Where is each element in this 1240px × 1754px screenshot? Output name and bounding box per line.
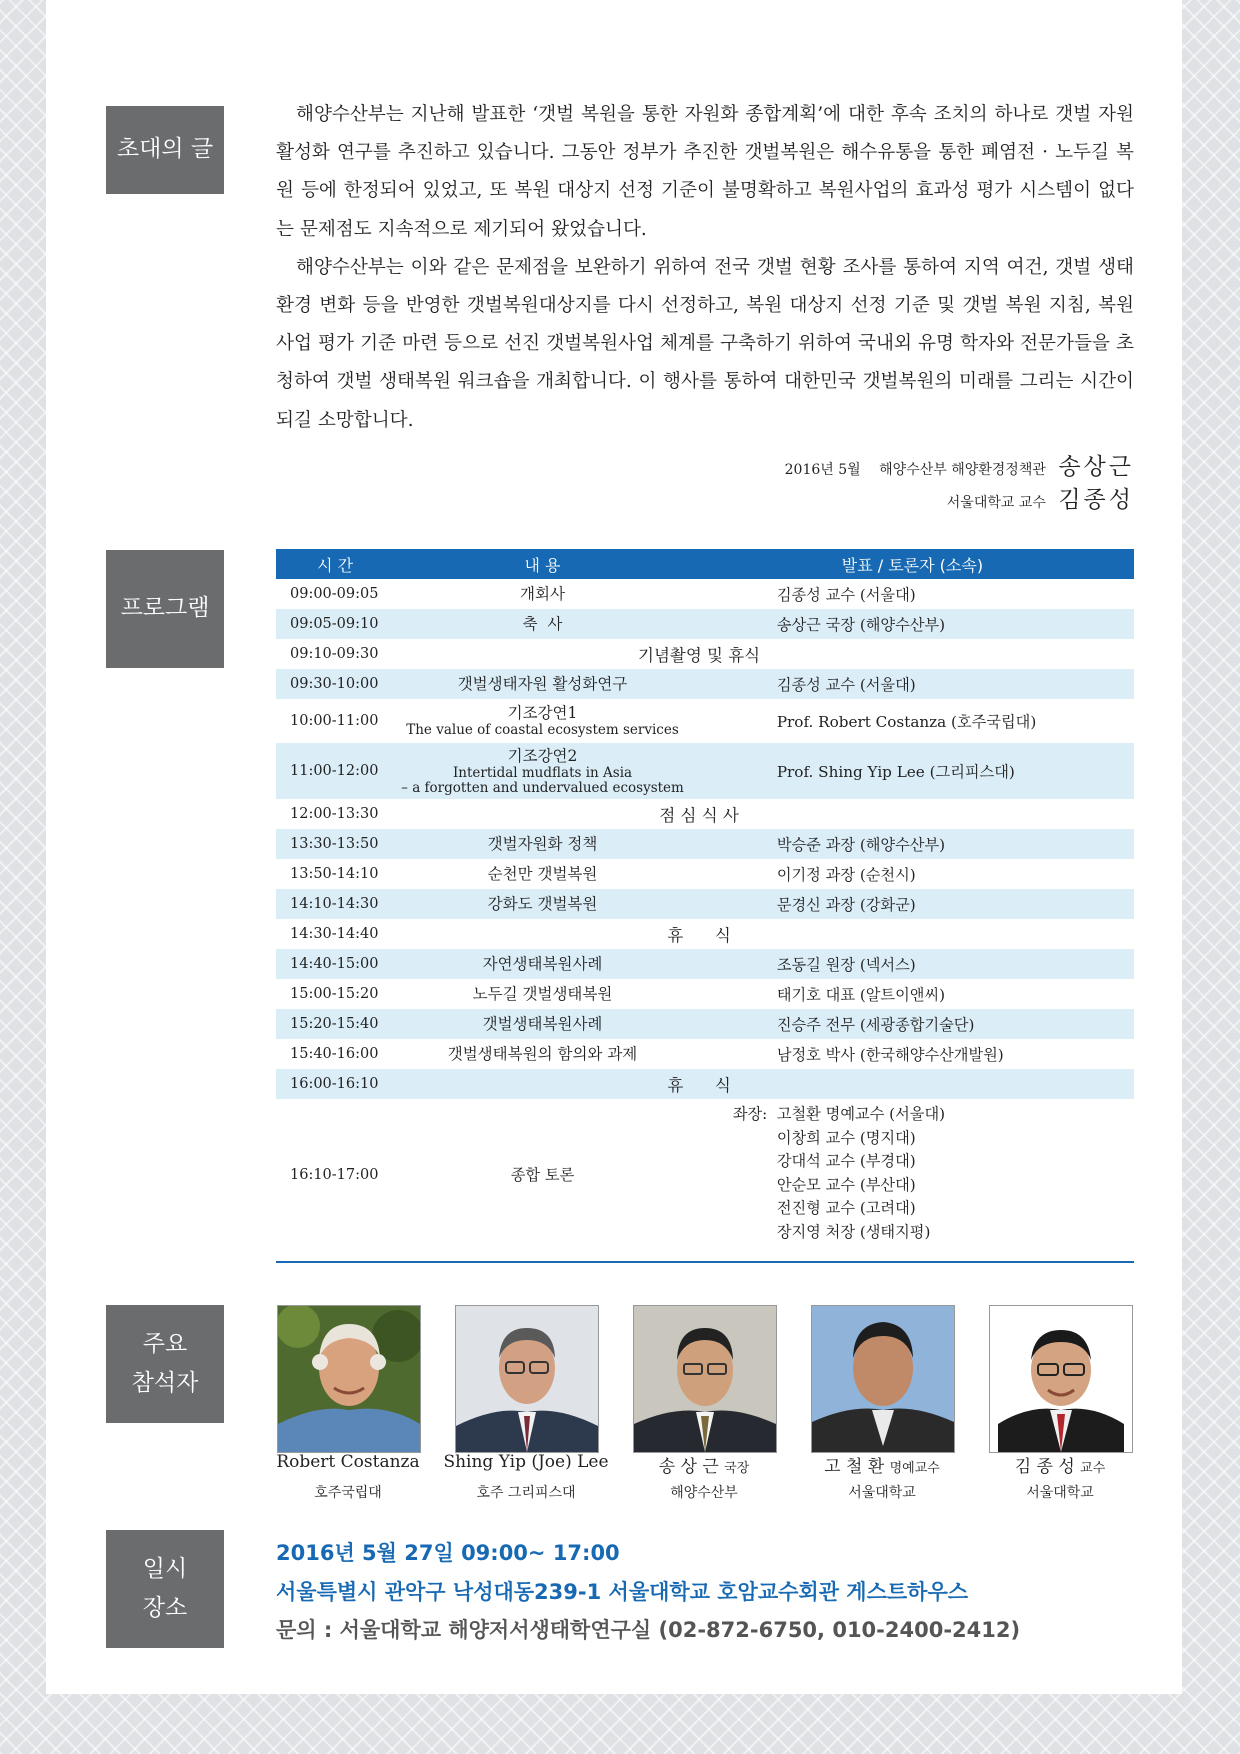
program-time: 09:30-10:00 bbox=[276, 669, 394, 699]
program-time: 14:30-14:40 bbox=[290, 926, 379, 942]
program-row bbox=[276, 669, 1134, 699]
attendee-name: Shing Yip (Joe) Lee bbox=[443, 1452, 609, 1472]
program-time: 10:00-11:00 bbox=[290, 713, 379, 729]
program-content-subtitle: – a forgotten and undervalued ecosystem bbox=[401, 779, 684, 796]
program-speaker: Prof. Shing Yip Lee (그리피스대) bbox=[691, 743, 1134, 799]
attendee-org: 서울대학교 bbox=[848, 1485, 916, 1501]
signature-line-1 bbox=[785, 452, 1134, 485]
attendee-org: 호주 그리피스대 bbox=[476, 1485, 576, 1501]
invitation-text bbox=[276, 96, 1134, 440]
program-row bbox=[276, 579, 1134, 609]
section-label-invitation bbox=[106, 106, 224, 194]
table-bottom-rule bbox=[276, 1261, 1134, 1263]
program-content bbox=[394, 979, 691, 1009]
program-time: 15:40-16:00 bbox=[290, 1046, 379, 1062]
program-speaker: 조동길 원장 (넥서스) bbox=[691, 949, 1134, 979]
program-content bbox=[394, 669, 691, 699]
section-label-schedule bbox=[106, 1530, 224, 1648]
program-row bbox=[276, 919, 1134, 949]
program-content-title: 갯벌생태복원의 함의와 과제 bbox=[447, 1044, 638, 1063]
attendee-title: 국장 bbox=[724, 1461, 750, 1476]
program-speaker: 태기호 대표 (알트이앤씨) bbox=[776, 985, 946, 1004]
program-content bbox=[394, 889, 691, 919]
program-speaker: 이기정 과장 (순천시) bbox=[776, 865, 916, 884]
program-row bbox=[276, 949, 1134, 979]
program-content-title: 자연생태복원사례 bbox=[482, 954, 603, 973]
attendee-photo-robert-costanza bbox=[277, 1305, 421, 1453]
program-speaker: 김종성 교수 (서울대) bbox=[691, 669, 1134, 699]
panelist-name: 장지영 처장 (생태지평) bbox=[776, 1222, 931, 1241]
attendee-org: 서울대학교 bbox=[1026, 1485, 1094, 1501]
signature-block bbox=[785, 452, 1134, 518]
program-header-row bbox=[276, 549, 1134, 579]
signature-line-2 bbox=[785, 485, 1134, 518]
program-time: 16:10-17:00 bbox=[290, 1166, 379, 1183]
attendee-org: 해양수산부 bbox=[670, 1485, 738, 1501]
program-span-label: 기념촬영 및 휴식 bbox=[638, 646, 761, 665]
signer-title: 해양수산부 해양환경정책관 bbox=[879, 462, 1046, 478]
panelist-name: 이창희 교수 (명지대) bbox=[776, 1128, 916, 1147]
program-time: 16:00-16:10 bbox=[276, 1069, 394, 1099]
panelist-name: 강대석 교수 (부경대) bbox=[776, 1152, 916, 1170]
program-content bbox=[394, 743, 691, 799]
program-span-label: 휴 식 bbox=[394, 1069, 1134, 1099]
section-label-text: 초대의 글 bbox=[116, 136, 214, 163]
section-label-text: 일시 bbox=[142, 1555, 188, 1582]
attendee-photo-song-sang-geun bbox=[633, 1305, 777, 1453]
program-content bbox=[394, 859, 691, 889]
chair-label: 좌장: bbox=[732, 1105, 768, 1123]
program-time: 15:20-15:40 bbox=[276, 1009, 394, 1039]
signer-name: 김종성 bbox=[1058, 487, 1134, 513]
event-datetime: 2016년 5월 27일 09:00~ 17:00 bbox=[276, 1541, 620, 1565]
program-time: 15:00-15:20 bbox=[290, 986, 379, 1002]
program-content-title: 갯벌생태복원사례 bbox=[482, 1014, 603, 1033]
program-speaker: 송상근 국장 (해양수산부) bbox=[691, 609, 1134, 639]
program-row bbox=[276, 1039, 1134, 1069]
section-label-text: 장소 bbox=[142, 1595, 188, 1621]
program-row bbox=[276, 889, 1134, 919]
program-content bbox=[394, 1009, 691, 1039]
invitation-paragraph: 해양수산부는 지난해 발표한 ‘갯벌 복원을 통한 자원화 종합계획’에 대한 후속 조치의 하나로 갯벌 자원 활성화 연구를 추진하고 있습니다. 그동안 정부가 추진한 갯벌복원은 해수유통을 통한 폐염전 · 노두길 복원 등에 한정되어 있었고, 또 복원 대상지 선정 기준이 불명확하고 복원사업의 효과성 평가 시스템이 없다는 문제점도 지속적으로 제기되어 왔었습니다. bbox=[276, 104, 1134, 240]
panelist-name: 안순모 교수 (부산대) bbox=[776, 1175, 916, 1194]
program-time: 09:05-09:10 bbox=[276, 609, 394, 639]
program-time: 09:10-09:30 bbox=[290, 646, 379, 662]
program-content-title: 기조강연1 bbox=[507, 704, 578, 722]
program-content-title: 노두길 갯벌생태복원 bbox=[472, 984, 613, 1003]
header-speaker: 발표 / 토론자 (소속) bbox=[691, 549, 1134, 579]
program-row-discussion bbox=[276, 1099, 1134, 1250]
program-row bbox=[276, 979, 1134, 1009]
program-span-label: 점 심 식 사 bbox=[659, 806, 739, 825]
program-row bbox=[276, 743, 1134, 799]
program-content bbox=[394, 949, 691, 979]
event-venue: 서울특별시 관악구 낙성대동239-1 서울대학교 호암교수회관 게스트하우스 bbox=[276, 1580, 969, 1604]
program-row bbox=[276, 1009, 1134, 1039]
program-time: 13:30-13:50 bbox=[276, 829, 394, 859]
program-row bbox=[276, 859, 1134, 889]
discussion-panel bbox=[691, 1099, 1134, 1250]
attendee-photo-ko-chul-hwan bbox=[811, 1305, 955, 1453]
program-time: 09:00-09:05 bbox=[290, 586, 379, 602]
signature-date: 2016년 5월 bbox=[784, 462, 861, 478]
program-content-subtitle: Intertidal mudflats in Asia bbox=[452, 764, 633, 781]
attendee-title: 명예교수 bbox=[889, 1461, 940, 1476]
invitation-paragraph: 해양수산부는 이와 같은 문제점을 보완하기 위하여 전국 갯벌 현황 조사를 통하여 지역 여건, 갯벌 생태환경 변화 등을 반영한 갯벌복원대상지를 다시 선정하고, 복원 대상지 선정 기준 및 갯벌 복원 지침, 복원 사업 평가 기준 마련 등으로 선진 갯벌복원사업 체계를 구축하기 위하여 국내외 유명 학자와 전문가들을 초청하여 갯벌 생태복원 워크숍을 개최합니다. 이 행사를 통하여 대한민국 갯벌복원의 미래를 그리는 시간이 되길 소망합니다. bbox=[276, 256, 1134, 431]
panelist-name: 전진형 교수 (고려대) bbox=[776, 1199, 916, 1217]
program-content-title: 개회사 bbox=[520, 584, 565, 603]
program-speaker: 진승주 전무 (세광종합기술단) bbox=[691, 1009, 1134, 1039]
program-content-subtitle: The value of coastal ecosystem services bbox=[406, 722, 679, 738]
program-content: 종합 토론 bbox=[510, 1166, 575, 1184]
program-row bbox=[276, 1069, 1134, 1099]
program-speaker: 김종성 교수 (서울대) bbox=[776, 585, 916, 604]
signer-title: 서울대학교 교수 bbox=[946, 495, 1046, 511]
program-row bbox=[276, 639, 1134, 669]
attendee-name: 고 철 환 명예교수 bbox=[824, 1457, 940, 1477]
attendee-org: 호주국립대 bbox=[314, 1485, 382, 1501]
program-content bbox=[394, 829, 691, 859]
program-time: 11:00-12:00 bbox=[276, 743, 394, 799]
program-content-title: 강화도 갯벌복원 bbox=[487, 894, 598, 913]
section-label-text: 주요 bbox=[142, 1330, 188, 1357]
program-speaker: 문경신 과장 (강화군) bbox=[691, 889, 1134, 919]
section-label-text: 프로그램 bbox=[120, 595, 210, 622]
program-row bbox=[276, 609, 1134, 639]
attendee-name: Robert Costanza bbox=[276, 1452, 420, 1472]
program-row bbox=[276, 829, 1134, 859]
program-content bbox=[394, 699, 691, 743]
program-content bbox=[394, 1039, 691, 1069]
program-time: 13:50-14:10 bbox=[290, 866, 379, 882]
attendee-name: 김 종 성 교수 bbox=[1014, 1457, 1106, 1477]
program-content-title: 갯벌생태자원 활성화연구 bbox=[457, 674, 628, 693]
section-label-text: 참석자 bbox=[131, 1370, 199, 1396]
attendee-photo-kim-jong-seong bbox=[989, 1305, 1133, 1453]
program-speaker: Prof. Robert Costanza (호주국립대) bbox=[776, 712, 1037, 731]
attendee-photo-shing-yip-lee bbox=[455, 1305, 599, 1453]
program-time: 12:00-13:30 bbox=[290, 806, 379, 822]
program-time: 14:10-14:30 bbox=[276, 889, 394, 919]
event-contact: 문의 : 서울대학교 해양저서생태학연구실 (02-872-6750, 010-2400-2412) bbox=[276, 1618, 1021, 1642]
program-content-title: 순천만 갯벌복원 bbox=[487, 864, 598, 883]
program-content-title: 갯벌자원화 정책 bbox=[487, 834, 598, 853]
header-time: 시 간 bbox=[276, 549, 394, 579]
program-content bbox=[394, 609, 691, 639]
header-content: 내 용 bbox=[394, 549, 691, 579]
program-span-label: 휴 식 bbox=[667, 926, 731, 945]
program-row bbox=[276, 699, 1134, 743]
section-label-attendees bbox=[106, 1305, 224, 1423]
program-time: 14:40-15:00 bbox=[276, 949, 394, 979]
program-content-title: 축 사 bbox=[522, 614, 563, 633]
program-speaker: 남정호 박사 (한국해양수산개발원) bbox=[776, 1045, 1004, 1064]
program-row bbox=[276, 799, 1134, 829]
section-label-program bbox=[106, 550, 224, 668]
program-speaker: 박승준 과장 (해양수산부) bbox=[691, 829, 1134, 859]
panelist-name: 고철환 명예교수 (서울대) bbox=[776, 1105, 946, 1123]
signer-name: 송상근 bbox=[1058, 454, 1134, 480]
program-table bbox=[276, 549, 1134, 1250]
attendee-name: 송 상 근 국장 bbox=[658, 1457, 750, 1477]
program-content bbox=[394, 579, 691, 609]
program-content-title: 기조강연2 bbox=[507, 746, 578, 765]
attendee-title: 교수 bbox=[1080, 1461, 1106, 1476]
